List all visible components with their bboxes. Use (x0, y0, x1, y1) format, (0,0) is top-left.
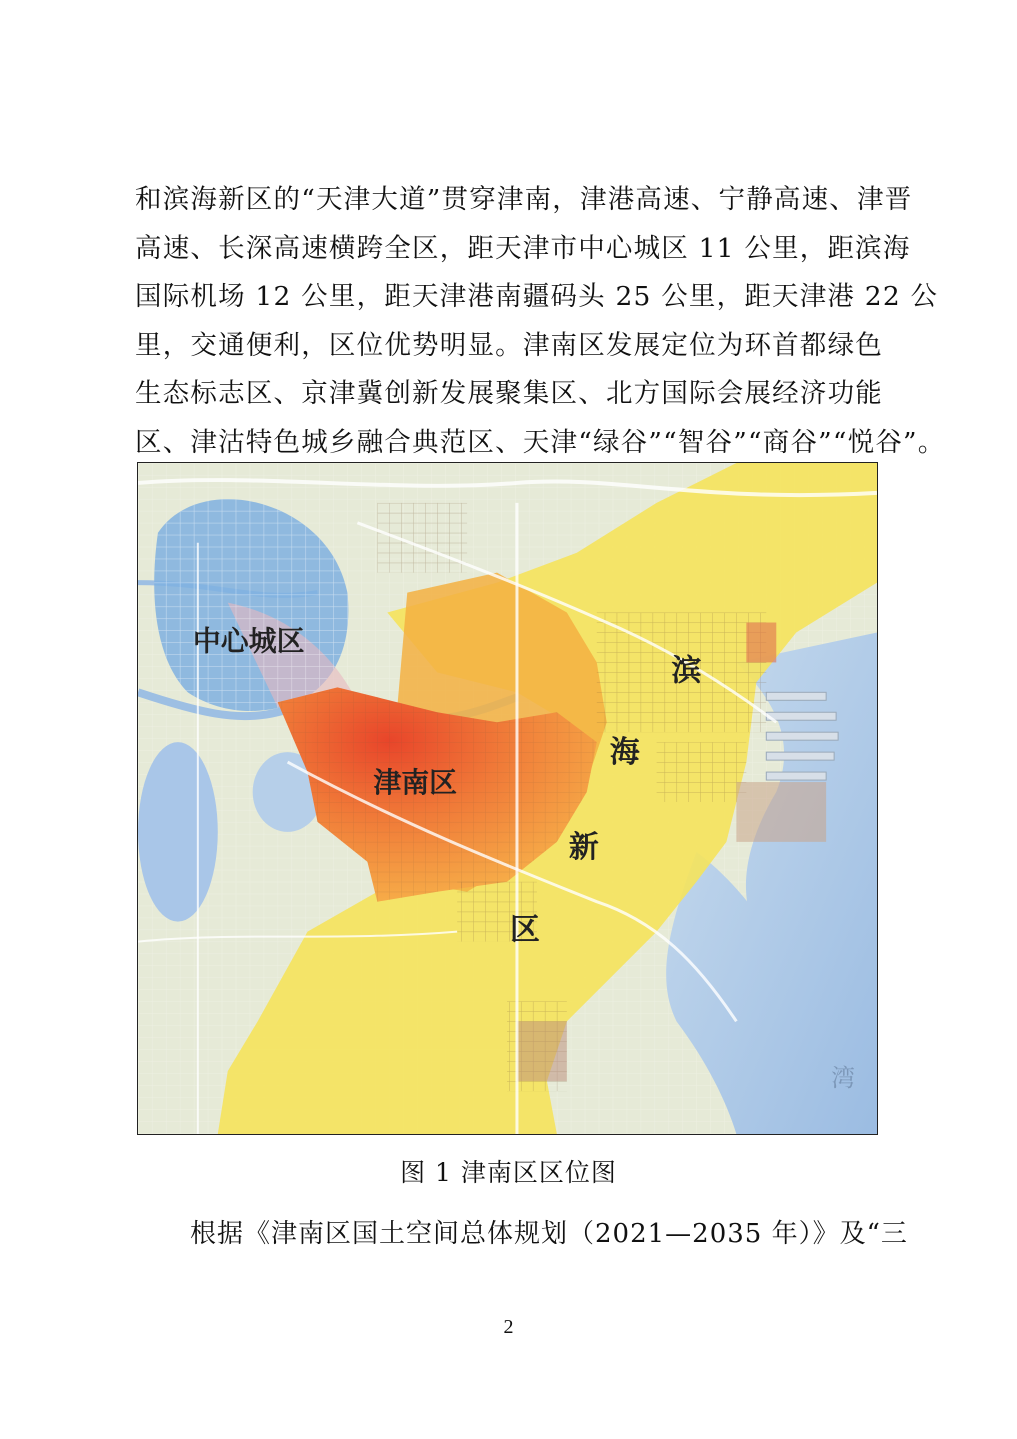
map-label-center-city: 中心城区 (192, 624, 305, 658)
figure-caption: 图 1 津南区区位图 (400, 1158, 617, 1187)
paragraph-line: 区、津沽特色城乡融合典范区、天津“绿谷”“智谷”“商谷”“悦谷”。 (135, 426, 946, 458)
map-label-bay: 湾 (831, 1064, 856, 1093)
map-label-jinnan: 津南区 (373, 766, 458, 800)
paragraph-line: 高速、长深高速横跨全区，距天津市中心城区 11 公里，距滨海 (135, 232, 911, 264)
body-paragraph-2: 根据《津南区国土空间总体规划（2021—2035 年）》及“三 (190, 1219, 908, 1249)
lake (138, 742, 218, 921)
map-label-binhai-1: 滨 (671, 653, 702, 689)
map-label-binhai-2: 海 (609, 735, 640, 771)
location-map-figure (137, 462, 878, 1135)
paragraph-line: 生态标志区、京津冀创新发展聚集区、北方国际会展经济功能 (135, 378, 883, 410)
paragraph-line: 国际机场 12 公里，距天津港南疆码头 25 公里，距天津港 22 公 (135, 281, 939, 313)
location-map (138, 463, 877, 1134)
map-label-binhai-4: 区 (509, 912, 540, 948)
page-number: 2 (503, 1316, 514, 1338)
body-paragraph (135, 176, 946, 468)
map-label-binhai-3: 新 (568, 829, 599, 865)
paragraph-line: 里，交通便利，区位优势明显。津南区发展定位为环首都绿色 (135, 329, 883, 361)
paragraph-line: 和滨海新区的“天津大道”贯穿津南，津港高速、宁静高速、津晋 (135, 184, 913, 215)
